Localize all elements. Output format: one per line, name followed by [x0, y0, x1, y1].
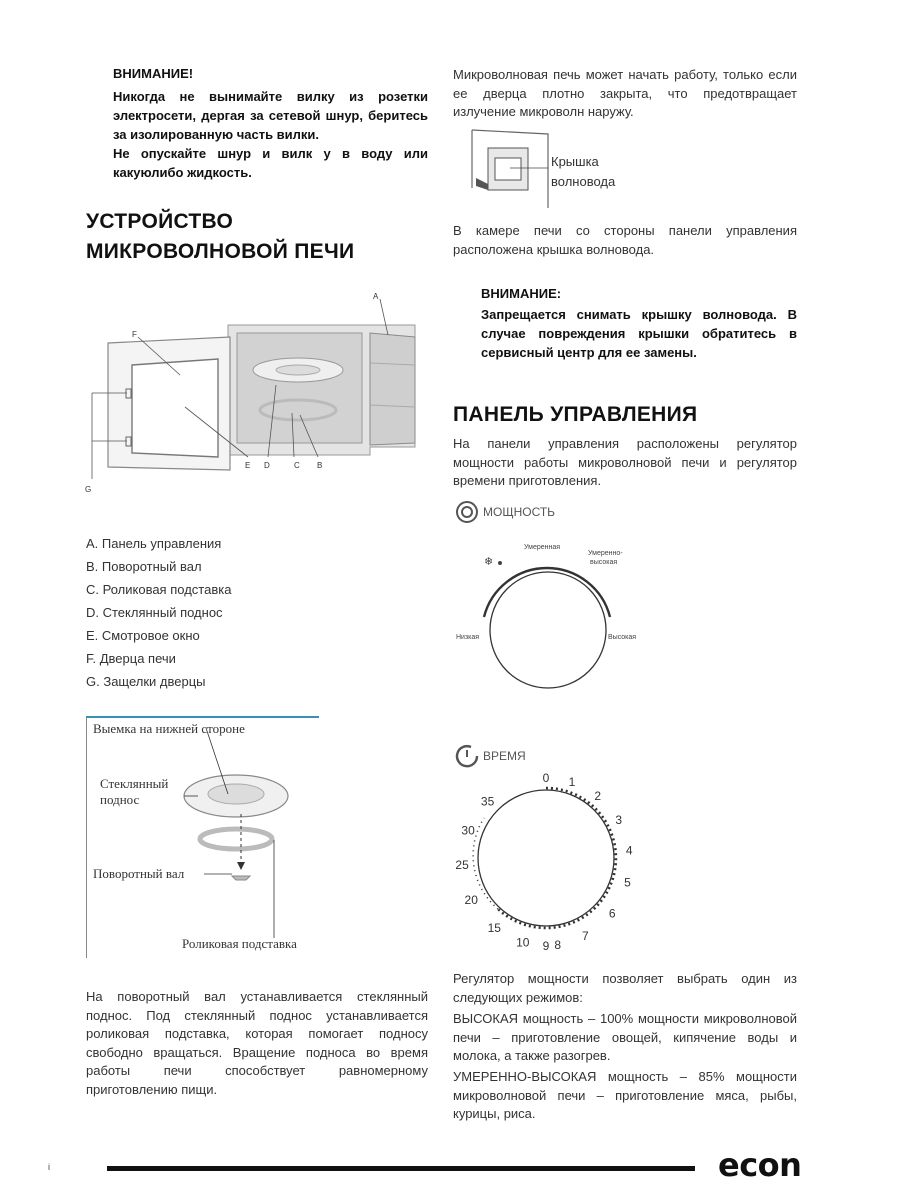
- power-label: МОЩНОСТЬ: [483, 505, 556, 519]
- brand-logo: econ: [718, 1146, 802, 1184]
- power-mark-medium-high-1: Умеренно-: [588, 550, 623, 557]
- shaft-drawing: [232, 876, 250, 880]
- tray-notch-label: Выемка на нижней стороне: [93, 721, 245, 736]
- time-mark: 3: [615, 813, 623, 827]
- viewing-window: [132, 359, 218, 457]
- power-mark-low: Низкая: [456, 634, 480, 641]
- time-mark: 2: [594, 788, 602, 803]
- label-c: C: [294, 461, 300, 470]
- power-knob-scale: [484, 568, 610, 617]
- time-mark: 10: [516, 935, 530, 950]
- power-mark-high: Высокая: [608, 634, 637, 641]
- time-mark: 5: [624, 875, 631, 890]
- mode-medium-high: УМЕРЕННО-ВЫСОКАЯ мощность – 85% мощности микроволновой печи – приготовление мяса, рыбы, курицы, риса.: [453, 1069, 797, 1121]
- time-mark: 8: [554, 938, 562, 950]
- label-b: B: [317, 461, 323, 470]
- right-warning-text: Запрещается снимать крышку волновода. В случае повреждения крышки обратитесь в сервисный центр для ее замены.: [481, 307, 797, 360]
- legend-item: E. Смотровое окно: [86, 628, 200, 643]
- legend-item: C. Роликовая подставка: [86, 582, 232, 597]
- time-knob-dial: [478, 790, 614, 926]
- time-mark: 9: [542, 939, 550, 950]
- section-title-device: [86, 207, 354, 267]
- microwave-cavity: [237, 333, 362, 443]
- left-warning-text-2: Не опускайте шнур и вилк у в воду или какуюлибо жидкость.: [113, 146, 428, 180]
- time-knob[interactable]: [440, 750, 660, 950]
- waveguide-label-line2: волновода: [551, 174, 616, 189]
- power-icon: [455, 500, 479, 524]
- microwave-diagram: [80, 285, 440, 500]
- footer-rule: [107, 1166, 695, 1171]
- roller-ring-drawing: [200, 829, 272, 849]
- time-mark: 6: [608, 906, 616, 921]
- power-knob[interactable]: [450, 535, 680, 695]
- time-mark: 35: [480, 794, 495, 809]
- section-title-device-line1: УСТРОЙСТВО: [86, 210, 234, 233]
- time-mark: 25: [455, 857, 469, 872]
- page-marker: i: [48, 1162, 50, 1172]
- label-d: D: [264, 461, 270, 470]
- panel-text: На панели управления расположены регулятор мощности работы микроволновой печи и регулятор времени приготовления.: [453, 436, 797, 488]
- time-mark: 4: [625, 843, 633, 858]
- right-warning-title: ВНИМАНИЕ:: [481, 286, 562, 301]
- legend-item: D. Стеклянный поднос: [86, 605, 223, 620]
- label-a: A: [373, 292, 379, 301]
- power-mark-medium-high-2: высокая: [590, 559, 618, 566]
- tray-roller-label: Роликовая подставка: [182, 936, 297, 951]
- tray-glass-label-line1: Стеклянный: [100, 776, 169, 791]
- label-f: F: [132, 330, 137, 339]
- time-label: ВРЕМЯ: [483, 749, 526, 763]
- mode-high: ВЫСОКАЯ мощность – 100% мощности микроволновой печи – приготовление овощей, кипячение воды и молока, а также разогрев.: [453, 1011, 797, 1063]
- time-marks: [455, 771, 632, 950]
- legend-item: B. Поворотный вал: [86, 559, 202, 574]
- left-warning-title: ВНИМАНИЕ!: [113, 66, 194, 81]
- waveguide-illustration: [470, 128, 550, 210]
- legend-item: A. Панель управления: [86, 536, 222, 551]
- time-mark: 7: [582, 929, 589, 944]
- waveguide-label-line1: Крышка: [551, 154, 599, 169]
- power-header: [455, 500, 555, 524]
- time-mark: 1: [568, 775, 576, 790]
- waveguide-text: В камере печи со стороны панели управления расположена крышка волновода.: [453, 223, 797, 257]
- time-mark: 30: [461, 823, 475, 838]
- time-mark: 0: [542, 771, 550, 785]
- intro-text: Микроволновая печь может начать работу, только если ее дверца плотно закрыта, что предотвращает излучение микроволн наружу.: [453, 67, 797, 119]
- tray-shaft-label: Поворотный вал: [93, 866, 185, 881]
- power-mark-medium: Умеренная: [524, 544, 561, 551]
- time-mark: 20: [464, 893, 478, 908]
- waveguide-label: [551, 152, 615, 192]
- svg-text:❄: ❄: [484, 556, 494, 568]
- legend-item: F. Дверца печи: [86, 651, 176, 666]
- legend-item: G. Защелки дверцы: [86, 674, 206, 689]
- tray-glass-label: [100, 776, 168, 808]
- section-title-device-line2: МИКРОВОЛНОВОЙ ПЕЧИ: [86, 240, 355, 263]
- defrost-icon: [484, 556, 502, 568]
- parts-legend: [86, 532, 231, 693]
- label-g: G: [85, 485, 92, 494]
- time-mark: 15: [487, 921, 501, 936]
- modes-intro: Регулятор мощности позволяет выбрать один из следующих режимов:: [453, 971, 797, 1005]
- label-e: E: [245, 461, 251, 470]
- power-knob-dial: [490, 572, 606, 688]
- time-knob-main-arc: [498, 788, 616, 928]
- control-panel: [370, 333, 415, 445]
- tray-glass-label-line2: поднос: [100, 792, 140, 807]
- tray-description: На поворотный вал устанавливается стеклянный поднос. Под стеклянный поднос устанавливается роликовая подставка, которая помогает подносу свободно вращаться. Вращение подноса во время работы печи способствует равномерному приготовлению пищи.: [86, 989, 428, 1097]
- section-title-panel: ПАНЕЛЬ УПРАВЛЕНИЯ: [453, 403, 698, 426]
- tray-illustration: [86, 716, 326, 961]
- left-warning-text-1: Никогда не вынимайте вилку из розетки электросети, дергая за сетевой шнур, беритесь за изолированную часть вилки.: [113, 89, 428, 142]
